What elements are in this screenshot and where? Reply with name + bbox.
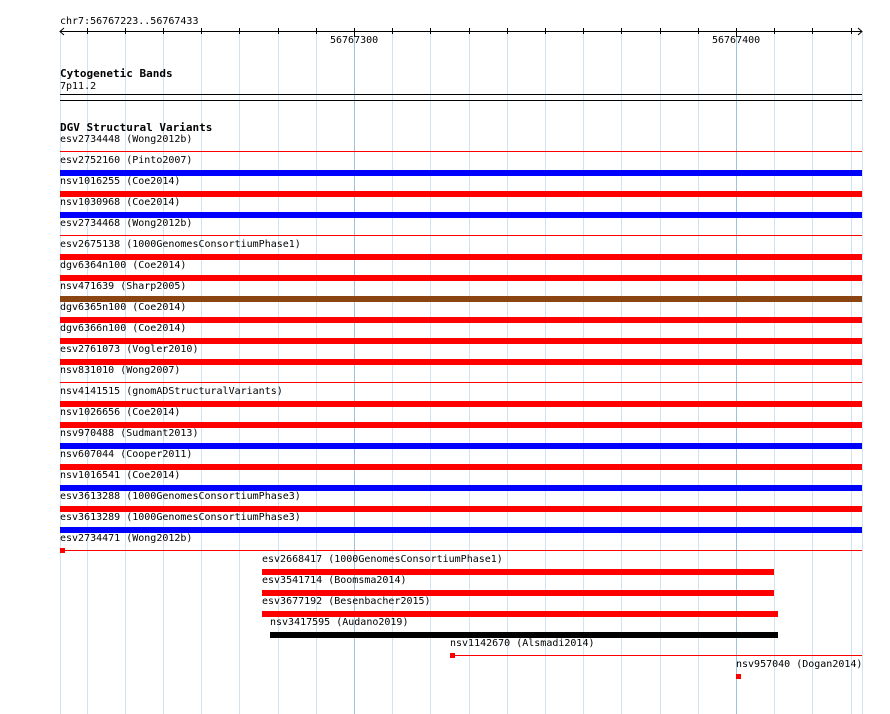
sv-feature-label[interactable]: nsv957040 (Dogan2014) [736, 659, 863, 670]
sv-feature-label[interactable]: esv2752160 (Pinto2007) [60, 155, 193, 166]
sv-feature-label[interactable]: esv2761073 (Vogler2010) [60, 344, 199, 355]
sv-feature-label[interactable]: esv2734448 (Wong2012b) [60, 134, 193, 145]
track-divider [60, 100, 862, 101]
dgv-track-title: DGV Structural Variants [60, 121, 213, 134]
sv-feature-label[interactable]: esv2668417 (1000GenomesConsortiumPhase1) [262, 554, 503, 565]
ruler-tick-label: 56767400 [712, 35, 761, 46]
cytogenetic-bands-title: Cytogenetic Bands [60, 67, 173, 80]
ruler-tick-label: 56767300 [330, 35, 379, 46]
sv-feature-bar[interactable] [450, 655, 862, 656]
sv-feature-label[interactable]: esv2675138 (1000GenomesConsortiumPhase1) [60, 239, 301, 250]
sv-feature-label[interactable]: esv3677192 (Besenbacher2015) [262, 596, 431, 607]
sv-feature-bar[interactable] [60, 235, 862, 236]
sv-feature-label[interactable]: esv3541714 (Boomsma2014) [262, 575, 407, 586]
cytogenetic-band-label[interactable]: 7p11.2 [60, 81, 97, 92]
sv-feature-endcap[interactable] [60, 548, 65, 553]
sv-feature-label[interactable]: nsv607044 (Cooper2011) [60, 449, 193, 460]
sv-feature-bar[interactable] [60, 151, 862, 152]
sv-feature-label[interactable]: dgv6366n100 (Coe2014) [60, 323, 187, 334]
sv-feature-endcap[interactable] [736, 674, 741, 679]
sv-feature-endcap[interactable] [450, 653, 455, 658]
sv-feature-bar[interactable] [60, 550, 862, 551]
cytogenetic-band-line[interactable] [60, 94, 862, 95]
sv-feature-label[interactable]: nsv1016541 (Coe2014) [60, 470, 181, 481]
sv-feature-label[interactable]: nsv3417595 (Audano2019) [270, 617, 409, 628]
sv-feature-label[interactable]: esv2734468 (Wong2012b) [60, 218, 193, 229]
sv-feature-label[interactable]: esv3613289 (1000GenomesConsortiumPhase3) [60, 512, 301, 523]
sv-feature-label[interactable]: nsv1026656 (Coe2014) [60, 407, 181, 418]
sv-feature-label[interactable]: nsv831010 (Wong2007) [60, 365, 181, 376]
sv-feature-label[interactable]: nsv4141515 (gnomADStructuralVariants) [60, 386, 283, 397]
sv-feature-label[interactable]: nsv970488 (Sudmant2013) [60, 428, 199, 439]
sv-feature-label[interactable]: dgv6364n100 (Coe2014) [60, 260, 187, 271]
sv-feature-label[interactable]: dgv6365n100 (Coe2014) [60, 302, 187, 313]
sv-feature-label[interactable]: esv3613288 (1000GenomesConsortiumPhase3) [60, 491, 301, 502]
sv-feature-label[interactable]: esv2734471 (Wong2012b) [60, 533, 193, 544]
sv-feature-label[interactable]: nsv471639 (Sharp2005) [60, 281, 187, 292]
sv-feature-label[interactable]: nsv1030968 (Coe2014) [60, 197, 181, 208]
locus-label: chr7:56767223..56767433 [60, 16, 199, 27]
sv-feature-bar[interactable] [60, 382, 862, 383]
sv-feature-label[interactable]: nsv1142670 (Alsmadi2014) [450, 638, 595, 649]
sv-feature-label[interactable]: nsv1016255 (Coe2014) [60, 176, 181, 187]
